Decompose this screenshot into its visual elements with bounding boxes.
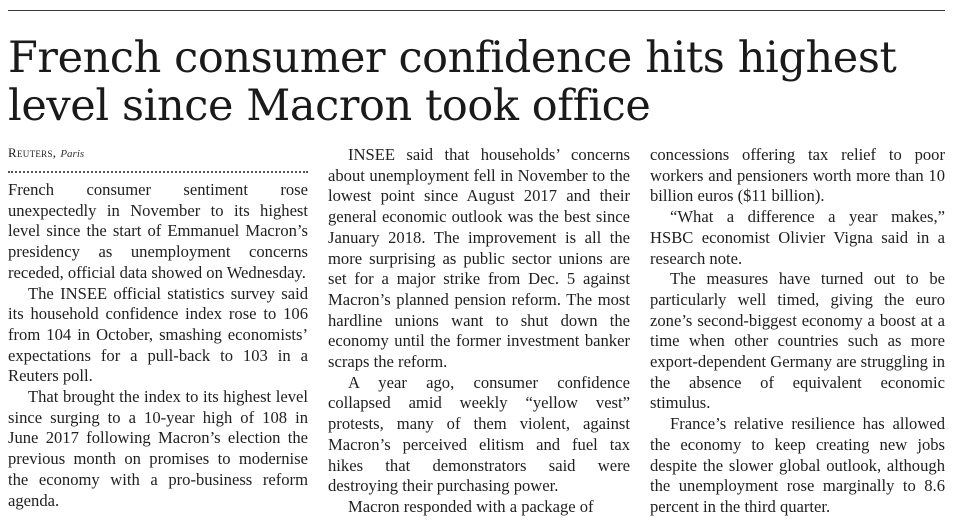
article-column-3 (650, 145, 945, 518)
paragraph: French consumer sentiment rose unexpectedly in November to its highest level since the start of Emmanuel Macron’s presidency as unemployment concerns receded, official data showed on Wednesday. (8, 180, 308, 282)
paragraph: The measures have turned out to be particularly well timed, giving the euro zone’s second-biggest economy a boost at a time when other countries such as more export-dependent Germany are struggling in the absence of equivalent economic stimulus. (650, 269, 945, 413)
article-column-1 (8, 180, 308, 511)
paragraph: France’s relative resilience has allowed the economy to keep creating new jobs despite the slower global outlook, although the unemployment rose marginally to 8.6 percent in the third quarter. (650, 414, 945, 516)
paragraph: Macron responded with a package of (348, 496, 594, 516)
paragraph: “What a difference a year makes,” HSBC economist Olivier Vigna said in a research note. (650, 207, 945, 268)
paragraph: The INSEE official statistics survey said its household confidence index rose to 106 from 104 in October, smashing economists’ expectations for a pull-back to 103 in a Reuters poll. (8, 283, 308, 386)
byline-place: Paris (60, 148, 85, 160)
headline: French consumer confidence hits highest level since Macron took office (8, 33, 897, 131)
article-column-2 (328, 145, 630, 518)
byline (8, 145, 84, 162)
paragraph: A year ago, consumer confidence collapsed amid weekly “yellow vest” protests, many of them violent, against Macron’s perceived elitism and fuel tax hikes that demonstrators said were destroying their purchasing power. (328, 372, 630, 496)
byline-agency: Reuters, (8, 145, 57, 160)
paragraph: INSEE said that households’ concerns about unemployment fell in November to the lowest point since August 2017 and their general economic outlook was the best since January 2018. The improvement is all the more surprising as public sector unions are set for a major strike from Dec. 5 against Macron’s planned pension reform. The most hardline unions want to shut down the economy until the former investment banker scraps the reform. (328, 145, 630, 372)
byline-divider (8, 171, 308, 173)
paragraph: That brought the index to its highest level since surging to a 10-year high of 108 in June 2017 following Macron’s election the previous month on promises to modernise the economy with a pro-business reform agenda. (8, 387, 308, 510)
top-rule (8, 10, 945, 11)
paragraph: concessions offering tax relief to poor workers and pensioners worth more than 10 billion euros ($11 billion). (650, 145, 945, 206)
